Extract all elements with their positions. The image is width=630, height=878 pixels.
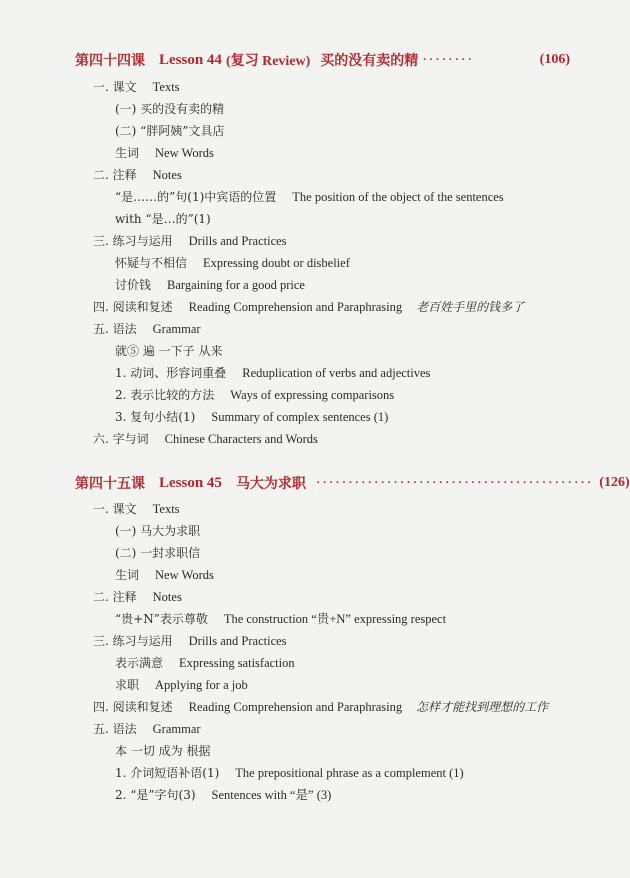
entry-chinese-label: 3. 复句小结(1) xyxy=(115,410,196,424)
entry-english-label: Chinese Characters and Words xyxy=(164,432,318,446)
lesson45-toc-entry[interactable] xyxy=(115,763,464,783)
lesson-45-heading[interactable] xyxy=(75,472,630,494)
lesson-45-title: 马大为求职 xyxy=(235,476,306,492)
entry-english-label: Texts xyxy=(152,502,180,516)
lesson45-toc-entry[interactable] xyxy=(115,741,210,761)
entry-english-label: New Words xyxy=(155,568,214,582)
entry-chinese-label: 一. 课文 xyxy=(93,502,137,516)
entry-chinese-label: 二. 注释 xyxy=(93,168,137,182)
entry-chinese-label: 生词 xyxy=(115,568,140,582)
lesson44-toc-entry[interactable] xyxy=(115,341,222,361)
lesson44-toc-entry[interactable] xyxy=(115,253,350,273)
entry-english-label: Expressing doubt or disbelief xyxy=(203,256,350,270)
entry-chinese-label: 怀疑与不相信 xyxy=(115,256,188,270)
entry-english-label: Notes xyxy=(152,168,182,182)
lesson-45-page-number: (126) xyxy=(599,475,630,490)
lesson45-toc-entry[interactable] xyxy=(115,785,331,805)
entry-english-label: The construction “贵+N” expressing respect xyxy=(223,612,447,626)
lesson44-toc-entry[interactable] xyxy=(115,209,211,229)
lesson44-toc-entry[interactable] xyxy=(115,363,430,383)
entry-english-label: Summary of complex sentences (1) xyxy=(211,410,389,424)
lesson-44-heading[interactable] xyxy=(75,49,570,71)
lesson45-toc-entry[interactable] xyxy=(93,499,180,519)
lesson44-toc-entry[interactable] xyxy=(93,319,201,339)
entry-english-label: Texts xyxy=(152,80,180,94)
entry-chinese-label: 一. 课文 xyxy=(93,80,137,94)
lesson45-toc-entry[interactable] xyxy=(115,543,200,563)
lesson-44-english: Lesson 44 xyxy=(159,51,222,68)
lesson44-toc-entry[interactable] xyxy=(115,121,224,141)
entry-chinese-label: (二) “胖阿姨”文具店 xyxy=(115,124,225,138)
lesson45-toc-entry[interactable] xyxy=(93,587,182,607)
entry-chinese-label: 2. 表示比较的方法 xyxy=(115,388,215,402)
entry-chinese-label: with “是…的”(1) xyxy=(115,212,211,226)
entry-chinese-label: 三. 练习与运用 xyxy=(93,234,173,248)
entry-english-label: Applying for a job xyxy=(155,678,248,692)
lesson44-toc-entry[interactable] xyxy=(93,429,318,449)
lesson-44-number: 第四十四课 xyxy=(75,53,145,69)
lesson-44-title: 买的没有卖的精 xyxy=(320,53,419,69)
entry-english-label: Bargaining for a good price xyxy=(167,278,305,292)
lesson44-toc-entry[interactable] xyxy=(115,187,504,207)
entry-english-label: Drills and Practices xyxy=(188,234,287,248)
entry-chinese-label: 就⑤ 遍 一下子 从来 xyxy=(115,344,223,358)
entry-chinese-label: (二) 一封求职信 xyxy=(115,546,201,560)
lesson45-toc-entry[interactable] xyxy=(115,653,295,673)
entry-chinese-label: 1. 动词、形容词重叠 xyxy=(115,366,227,380)
entry-chinese-label: 本 一切 成为 根据 xyxy=(115,744,211,758)
entry-chinese-label: “贵+N”表示尊敬 xyxy=(115,612,208,626)
entry-chinese-label: “是……的”句(1)中宾语的位置 xyxy=(115,190,277,204)
entry-english-label: Reading Comprehension and Paraphrasing xyxy=(188,300,403,314)
lesson44-toc-entry[interactable] xyxy=(93,231,287,251)
lesson44-toc-entry[interactable] xyxy=(115,407,388,427)
entry-english-label: New Words xyxy=(155,146,214,160)
lesson45-toc-entry[interactable] xyxy=(115,565,214,585)
entry-english-label: Grammar xyxy=(152,322,201,336)
entry-english-label: The position of the object of the sentences xyxy=(292,190,504,204)
lesson-44-review: (复习 Review) xyxy=(225,54,311,69)
lesson44-toc-entry[interactable] xyxy=(115,143,214,163)
entry-chinese-label: 四. 阅读和复述 xyxy=(93,300,173,314)
entry-chinese-label: 三. 练习与运用 xyxy=(93,634,173,648)
entry-chinese-label: 讨价钱 xyxy=(115,278,152,292)
entry-english-label: Expressing satisfaction xyxy=(179,656,295,670)
lesson44-toc-entry[interactable] xyxy=(115,385,394,405)
lesson-44-page-number: (106) xyxy=(539,52,570,67)
lesson44-toc-entry[interactable] xyxy=(93,165,182,185)
entry-chinese-label: (一) 买的没有卖的精 xyxy=(115,102,225,116)
entry-english-label: Sentences with “是” (3) xyxy=(211,788,332,802)
entry-english-label: The prepositional phrase as a complement (1) xyxy=(235,766,464,780)
entry-chinese-label: 求职 xyxy=(115,678,140,692)
entry-chinese-label: 1. 介词短语补语(1) xyxy=(115,766,220,780)
entry-chinese-label: 生词 xyxy=(115,146,140,160)
entry-chinese-label: 表示满意 xyxy=(115,656,164,670)
entry-english-label: Reduplication of verbs and adjectives xyxy=(242,366,431,380)
entry-chinese-label: 二. 注释 xyxy=(93,590,137,604)
lesson44-toc-entry[interactable] xyxy=(115,275,305,295)
lesson45-toc-entry[interactable] xyxy=(93,697,548,717)
lesson45-toc-entry[interactable] xyxy=(93,719,201,739)
entry-reading-title: 老百姓手里的钱多了 xyxy=(416,300,525,314)
entry-english-label: Reading Comprehension and Paraphrasing xyxy=(188,700,403,714)
lesson-45-number: 第四十五课 xyxy=(75,476,145,492)
entry-chinese-label: 四. 阅读和复述 xyxy=(93,700,173,714)
entry-english-label: Drills and Practices xyxy=(188,634,287,648)
lesson45-toc-entry[interactable] xyxy=(93,631,287,651)
entry-chinese-label: 六. 字与词 xyxy=(93,432,149,446)
lesson-45-english: Lesson 45 xyxy=(159,474,222,491)
lesson45-toc-entry[interactable] xyxy=(115,675,248,695)
lesson45-toc-entry[interactable] xyxy=(115,609,446,629)
entry-chinese-label: 五. 语法 xyxy=(93,722,137,736)
entry-reading-title: 怎样才能找到理想的工作 xyxy=(416,700,549,714)
lesson44-toc-entry[interactable] xyxy=(93,297,524,317)
lesson-44-leader-dots: ········ xyxy=(422,52,474,68)
entry-chinese-label: 2. “是”字句(3) xyxy=(115,788,196,802)
lesson44-toc-entry[interactable] xyxy=(93,77,180,97)
entry-chinese-label: (一) 马大为求职 xyxy=(115,524,201,538)
entry-english-label: Ways of expressing comparisons xyxy=(230,388,395,402)
entry-chinese-label: 五. 语法 xyxy=(93,322,137,336)
lesson44-toc-entry[interactable] xyxy=(115,99,224,119)
entry-english-label: Grammar xyxy=(152,722,201,736)
entry-english-label: Notes xyxy=(152,590,182,604)
lesson45-toc-entry[interactable] xyxy=(115,521,200,541)
lesson-45-leader-dots: ··········································· xyxy=(315,475,594,491)
